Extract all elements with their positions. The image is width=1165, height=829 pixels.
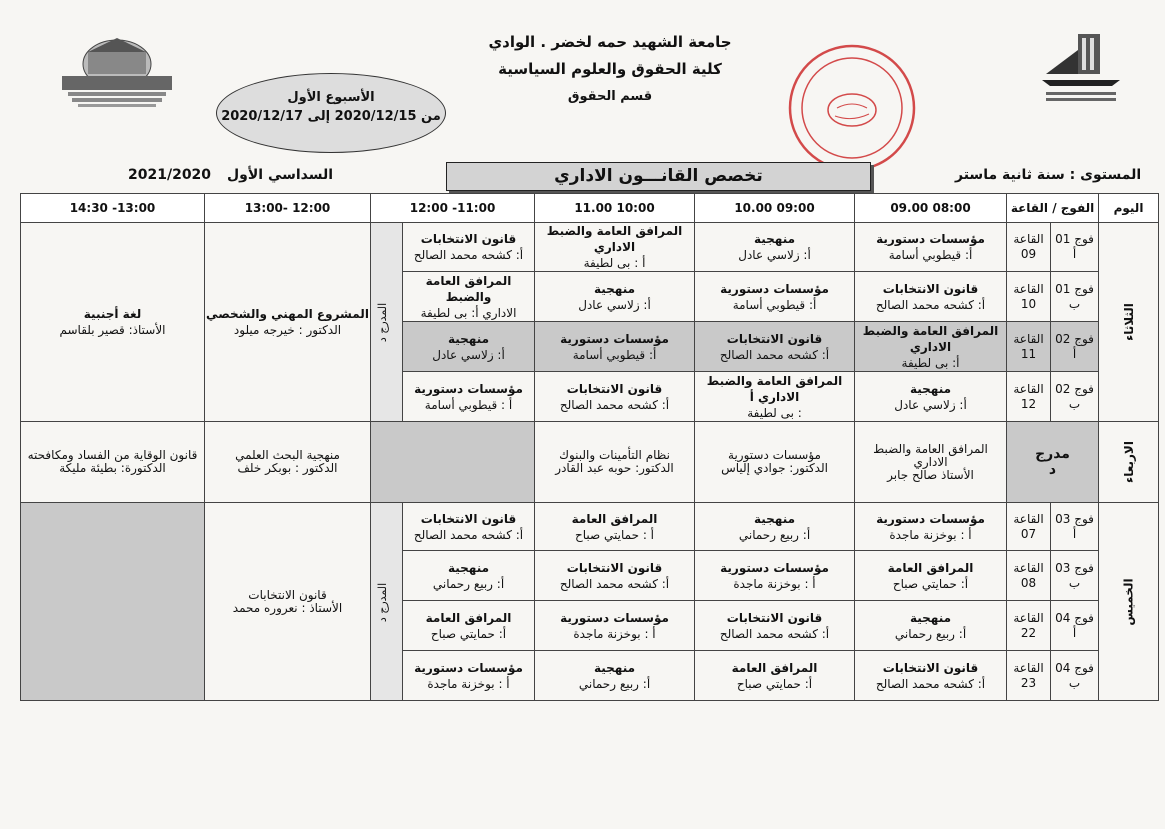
- col-slot2: 09:00 10.00: [695, 194, 855, 223]
- room-cell: القاعة 10: [1007, 272, 1051, 322]
- session-cell: قانون الانتخابات أ: كشحه محمد الصالح: [403, 503, 535, 551]
- session-cell: قانون الانتخابات الأستاذ : نعروره محمد: [205, 503, 371, 701]
- room-cell: القاعة 23: [1007, 651, 1051, 701]
- session-cell: المرافق العامة والضبط الاداري أ : بى لطيفة: [535, 223, 695, 272]
- room-cell: القاعة 09: [1007, 223, 1051, 272]
- session-cell: قانون الانتخابات أ: كشحه محمد الصالح: [695, 322, 855, 372]
- room-cell: القاعة 22: [1007, 601, 1051, 651]
- amphi-group-cell: مدرج د: [1007, 422, 1099, 503]
- session-cell: مؤسسات دستورية أ : بوخزنة ماجدة: [695, 551, 855, 601]
- week-label: الأسبوع الأول: [287, 90, 375, 105]
- session-cell: قانون الانتخابات أ: كشحه محمد الصالح: [535, 551, 695, 601]
- group-cell: فوج 01 ب: [1051, 272, 1099, 322]
- session-cell: قانون الانتخابات أ: كشحه محمد الصالح: [855, 651, 1007, 701]
- room-cell: القاعة 07: [1007, 503, 1051, 551]
- room-cell: القاعة 11: [1007, 322, 1051, 372]
- timetable: [20, 193, 1159, 701]
- session-cell: مؤسسات دستورية أ : قيطوبي أسامة: [403, 372, 535, 422]
- table-row: [21, 223, 1159, 272]
- week-oval: [216, 73, 446, 153]
- room-cell: القاعة 12: [1007, 372, 1051, 422]
- university-logo-left: [58, 34, 176, 116]
- session-cell: نظام التأمينات والبنوك الدكتور: حوبه عبد القادر: [535, 422, 695, 503]
- session-cell: مؤسسات دستورية أ: قيطوبي أسامة: [855, 223, 1007, 272]
- faculty-logo-right: [1038, 30, 1124, 108]
- session-cell: منهجية أ: ربيع رحماني: [535, 651, 695, 701]
- group-cell: فوج 04 ب: [1051, 651, 1099, 701]
- session-cell: منهجية أ: زلاسي عادل: [535, 272, 695, 322]
- col-slot6: 13:00- 14:30: [21, 194, 205, 223]
- official-stamp: [777, 40, 927, 176]
- session-cell: منهجية أ: زلاسي عادل: [403, 322, 535, 372]
- amphi-cell: المدرج د: [371, 223, 403, 422]
- session-cell: منهجية أ: ربيع رحماني: [855, 601, 1007, 651]
- session-cell: مؤسسات دستورية أ : بوخزنة ماجدة: [855, 503, 1007, 551]
- session-cell: المرافق العامة أ : حمايتي صباح: [535, 503, 695, 551]
- session-cell: قانون الانتخابات أ: كشحه محمد الصالح: [855, 272, 1007, 322]
- session-cell: منهجية البحث العلمي الدكتور : بوبكر خلف: [205, 422, 371, 503]
- session-cell: مؤسسات دستورية الدكتور: جوادي إلياس: [695, 422, 855, 503]
- group-cell: فوج 02 ب: [1051, 372, 1099, 422]
- session-cell: قانون الوقاية من الفساد ومكافحته الدكتورة: بطيئة مليكة: [21, 422, 205, 503]
- empty-slot: [21, 503, 205, 701]
- group-cell: فوج 03 ب: [1051, 551, 1099, 601]
- level-label: المستوى : سنة ثانية ماستر: [955, 167, 1142, 183]
- session-cell: منهجية أ: زلاسي عادل: [855, 372, 1007, 422]
- col-slot4: 11:00- 12:00: [371, 194, 535, 223]
- session-cell: منهجية أ: زلاسي عادل: [695, 223, 855, 272]
- empty-slot: [371, 422, 535, 503]
- session-cell: المرافق العامة والضبط الاداري أ: بى لطيفة: [403, 272, 535, 322]
- table-row: [21, 503, 1159, 551]
- department-name: قسم الحقوق: [567, 89, 653, 104]
- session-cell: مؤسسات دستورية أ: قيطوبي أسامة: [695, 272, 855, 322]
- session-cell: المرافق العامة أ: حمايتي صباح: [855, 551, 1007, 601]
- session-cell: منهجية أ: ربيع رحماني: [403, 551, 535, 601]
- table-row: [21, 422, 1159, 503]
- session-cell: قانون الانتخابات أ: كشحه محمد الصالح: [403, 223, 535, 272]
- session-cell: المرافق العامة أ: حمايتي صباح: [695, 651, 855, 701]
- day-tuesday: الثلاثاء: [1099, 223, 1159, 422]
- col-group: الفوج / القاعة: [1007, 194, 1099, 223]
- session-cell: المرافق العامة أ: حمايتي صباح: [403, 601, 535, 651]
- header-row: [21, 194, 1159, 223]
- session-cell: قانون الانتخابات أ: كشحه محمد الصالح: [535, 372, 695, 422]
- amphi-cell: المدرج د: [371, 503, 403, 701]
- group-cell: فوج 02 أ: [1051, 322, 1099, 372]
- session-cell: مؤسسات دستورية أ: قيطوبي أسامة: [535, 322, 695, 372]
- day-wednesday: الاربعاء: [1099, 422, 1159, 503]
- day-thursday: الخميس: [1099, 503, 1159, 701]
- group-cell: فوج 01 أ: [1051, 223, 1099, 272]
- col-slot5: 12:00 -13:00: [205, 194, 371, 223]
- session-cell: المرافق العامة والضبط الاداري الأستاذ صالح جابر: [855, 422, 1007, 503]
- group-cell: فوج 03 أ: [1051, 503, 1099, 551]
- university-name: جامعة الشهيد حمه لخضر . الوادي: [488, 33, 732, 51]
- faculty-name: كلية الحقوق والعلوم السياسية: [498, 60, 722, 78]
- room-cell: القاعة 08: [1007, 551, 1051, 601]
- session-cell: مؤسسات دستورية أ : بوخزنة ماجدة: [535, 601, 695, 651]
- col-slot1: 08:00 09.00: [855, 194, 1007, 223]
- session-cell: المرافق العامة والضبط الاداري أ : بى لطيفة: [695, 372, 855, 422]
- session-cell: قانون الانتخابات أ: كشحه محمد الصالح: [695, 601, 855, 651]
- session-cell: لغة أجنبية الأستاذ: قصير بلقاسم: [21, 223, 205, 422]
- session-cell: المرافق العامة والضبط الاداري أ: بى لطيفة: [855, 322, 1007, 372]
- col-day: اليوم: [1099, 194, 1159, 223]
- session-cell: المشروع المهني والشخصي الدكتور : خيرجه ميلود: [205, 223, 371, 422]
- semester-label: السداسي الأول: [227, 167, 334, 183]
- session-cell: مؤسسات دستورية أ : بوخزنة ماجدة: [403, 651, 535, 701]
- col-slot3: 10:00 11.00: [535, 194, 695, 223]
- year-label: 2021/2020: [128, 167, 212, 183]
- week-range: من 2020/12/15 إلى 2020/12/17: [221, 109, 441, 124]
- group-cell: فوج 04 أ: [1051, 601, 1099, 651]
- specialty-title: تخصص القانـــون الاداري: [446, 162, 871, 191]
- session-cell: منهجية أ: ربيع رحماني: [695, 503, 855, 551]
